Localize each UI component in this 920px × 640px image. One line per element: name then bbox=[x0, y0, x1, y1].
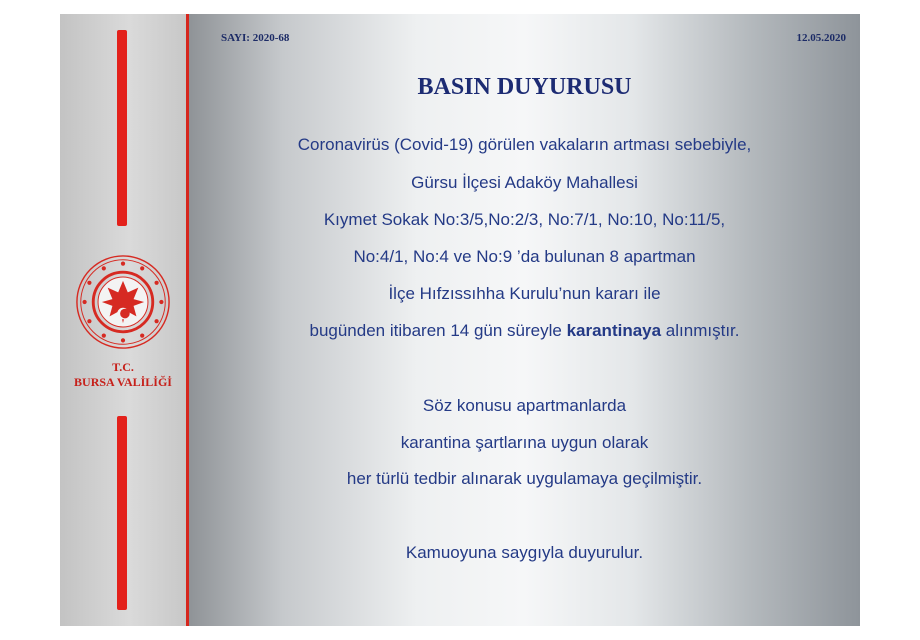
announcement-number: SAYI: 2020-68 bbox=[221, 32, 290, 44]
body-line-3: Kıymet Sokak No:3/5,No:2/3, No:7/1, No:10, No:11/5, bbox=[323, 210, 726, 229]
body-line-6 bbox=[189, 321, 860, 341]
body-line-5: İlçe Hıfzıssıhha Kurulu’nun kararı ile bbox=[388, 284, 661, 303]
closing-line: Kamuoyuna saygıyla duyurulur. bbox=[405, 543, 644, 562]
red-bar-bottom bbox=[117, 416, 127, 610]
body-line-7: Söz konusu apartmanlarda bbox=[422, 396, 627, 415]
governorship-emblem-icon bbox=[75, 254, 171, 350]
body-line-6-end: alınmıştır. bbox=[661, 321, 740, 340]
government-label-name: BURSA VALİLİĞİ bbox=[74, 375, 172, 389]
announcement-card bbox=[60, 14, 860, 626]
body-line-6-start: bugünden itibaren 14 gün süreyle bbox=[309, 321, 567, 340]
government-label-tc: T.C. bbox=[112, 360, 134, 374]
body-line-4: No:4/1, No:4 ve No:9 ’da bulunan 8 apartman bbox=[353, 247, 696, 266]
body-line-2: Gürsu İlçesi Adaköy Mahallesi bbox=[411, 173, 638, 192]
announcement-body bbox=[189, 14, 860, 626]
page-title: BASIN DUYURUSU bbox=[417, 74, 632, 100]
body-line-8: karantina şartlarına uygun olarak bbox=[400, 433, 649, 452]
announcement-date: 12.05.2020 bbox=[796, 32, 846, 44]
body-line-1: Coronavirüs (Covid-19) görülen vakaların artması sebebiyle, bbox=[297, 135, 752, 154]
red-bar-top bbox=[117, 30, 127, 226]
quarantine-emphasis: karantinaya bbox=[566, 321, 662, 340]
left-sidebar bbox=[60, 14, 186, 626]
body-line-9: her türlü tedbir alınarak uygulamaya geçilmiştir. bbox=[346, 469, 703, 488]
